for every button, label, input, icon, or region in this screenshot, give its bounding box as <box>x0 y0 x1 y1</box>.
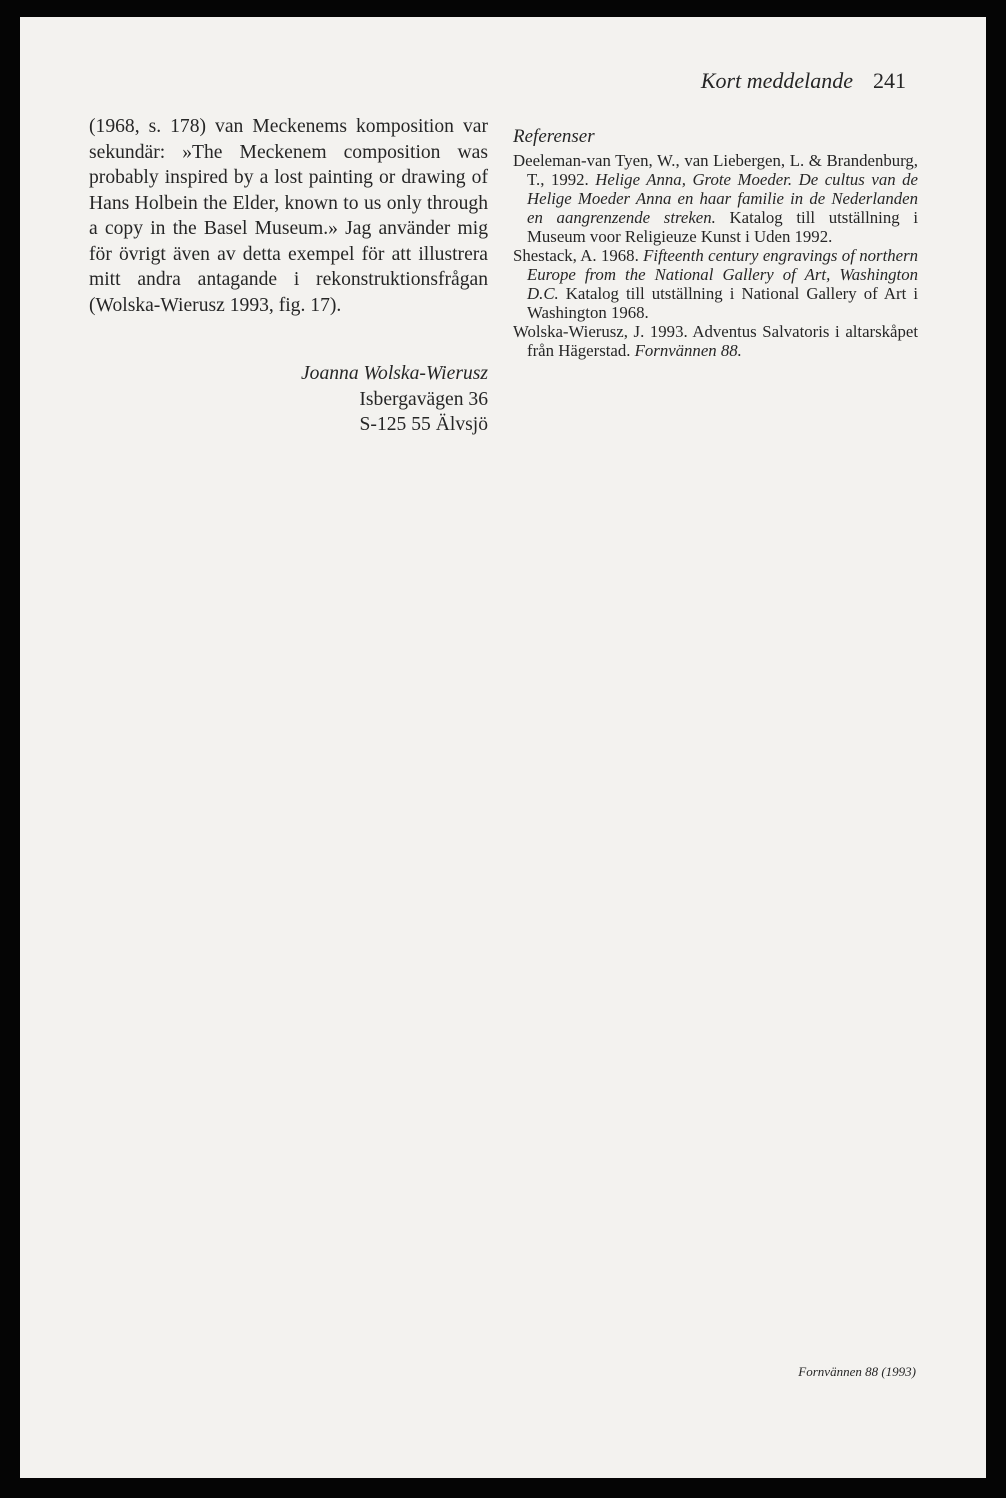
references-column <box>513 125 918 360</box>
section-title: Kort meddelande <box>700 68 853 93</box>
author-city: S-125 55 Älvsjö <box>359 414 488 435</box>
reference-details: Katalog till utställning i Museum voor Religieuze Kunst i Uden 1992. <box>527 208 918 246</box>
references-heading: Referenser <box>513 126 595 147</box>
reference-details: Katalog till utställning i National Gallery of Art i Washington 1968. <box>527 284 918 322</box>
reference-item <box>513 246 918 322</box>
journal-footer: Fornvännen 88 (1993) <box>798 1364 916 1379</box>
author-name: Joanna Wolska-Wierusz <box>300 363 488 384</box>
reference-authors: Deeleman-van Tyen, W., van Liebergen, L. & Brandenburg, T., 1992. <box>513 151 918 189</box>
reference-authors: Shestack, A. 1968. <box>513 246 644 265</box>
body-paragraph: (1968, s. 178) van Meckenems komposition var sekundär: »The Meckenem composition was probably inspired by a lost painting or drawing of Hans Holbein the Elder, known to us only through a copy in the Basel Museum.» Jag använder mig för övrigt även av detta exempel för att illustrera mitt andra antagande i rekonstruktionsfrågan (Wolska-Wierusz 1993, fig. 17). <box>89 116 488 316</box>
document-page <box>20 17 986 1478</box>
reference-title: Fifteenth century engravings of northern Europe from the National Gallery of Art, Washington D.C. <box>527 246 918 303</box>
author-street: Isbergavägen 36 <box>359 388 488 410</box>
reference-item <box>513 151 918 246</box>
author-signature <box>89 361 488 438</box>
main-text-column <box>89 114 488 318</box>
page-number: 241 <box>873 68 906 93</box>
reference-item <box>513 322 918 360</box>
running-head <box>701 68 906 94</box>
reference-title: Fornvännen 88. <box>634 341 742 360</box>
reference-title: Helige Anna, Grote Moeder. De cultus van de Helige Moeder Anna en haar familie in de Nederlanden en aangrenzende streken. <box>527 170 919 227</box>
reference-authors: Wolska-Wierusz, J. 1993. Adventus Salvatoris i altarskåpet från Hägerstad. <box>513 322 918 360</box>
